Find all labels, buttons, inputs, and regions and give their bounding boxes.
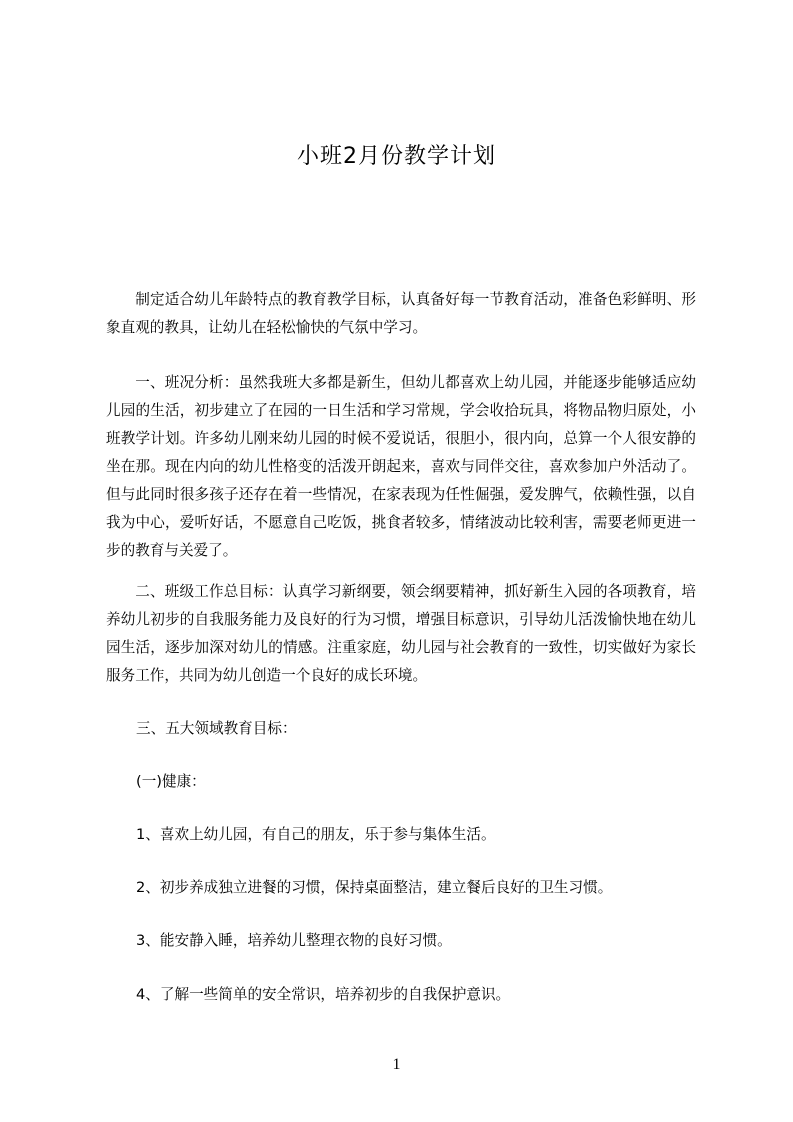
class-analysis-paragraph: 一、班况分析：虽然我班大多都是新生，但幼儿都喜欢上幼儿园，并能逐步能够适应幼儿园的生活，初步建立了在园的一日生活和学习常规，学会收拾玩具，将物品物归原处，小班教学计划。许多幼儿刚来幼儿园的时候不爱说话，很胆小，很内向，总算一个人很安静的坐在那。现在内向的幼儿性格变的活泼开朗起来，喜欢与同伴交往，喜欢参加户外活动了。但与此同时很多孩子还存在着一些情况，在家表现为任性倔强，爱发脾气，依赖性强，以自我为中心，爱听好话，不愿意自己吃饭，挑食者较多，情绪波动比较利害，需要老师更进一步的教育与关爱了。	[106, 374, 696, 559]
intro-paragraph: 制定适合幼儿年龄特点的教育教学目标，认真备好每一节教育活动，准备色彩鲜明、形象直观的教具，让幼儿在轻松愉快的气氛中学习。	[106, 291, 696, 336]
overall-goal-paragraph: 二、班级工作总目标：认真学习新纲要，领会纲要精神，抓好新生入园的各项教育，培养幼儿初步的自我服务能力及良好的行为习惯，增强目标意识，引导幼儿活泼愉快地在幼儿园生活，逐步加深对幼儿的情感。注重家庭，幼儿园与社会教育的一致性，切实做好为家长服务工作，共同为幼儿创造一个良好的成长环境。	[106, 583, 696, 684]
page-number: 1	[392, 1056, 401, 1073]
five-domains-heading: 三、五大领域教育目标：	[136, 720, 297, 737]
health-item-4: 4、了解一些简单的安全常识，培养初步的自我保护意识。	[136, 986, 511, 1003]
health-item-3: 3、能安静入睡，培养幼儿整理衣物的良好习惯。	[136, 932, 452, 949]
document-title: 小班2月份教学计划	[297, 144, 496, 169]
health-item-2: 2、初步养成独立进餐的习惯，保持桌面整洁，建立餐后良好的卫生习惯。	[136, 879, 613, 896]
health-subheading: (一)健康：	[136, 773, 206, 790]
health-item-1: 1、喜欢上幼儿园，有自己的朋友，乐于参与集体生活。	[136, 826, 496, 843]
